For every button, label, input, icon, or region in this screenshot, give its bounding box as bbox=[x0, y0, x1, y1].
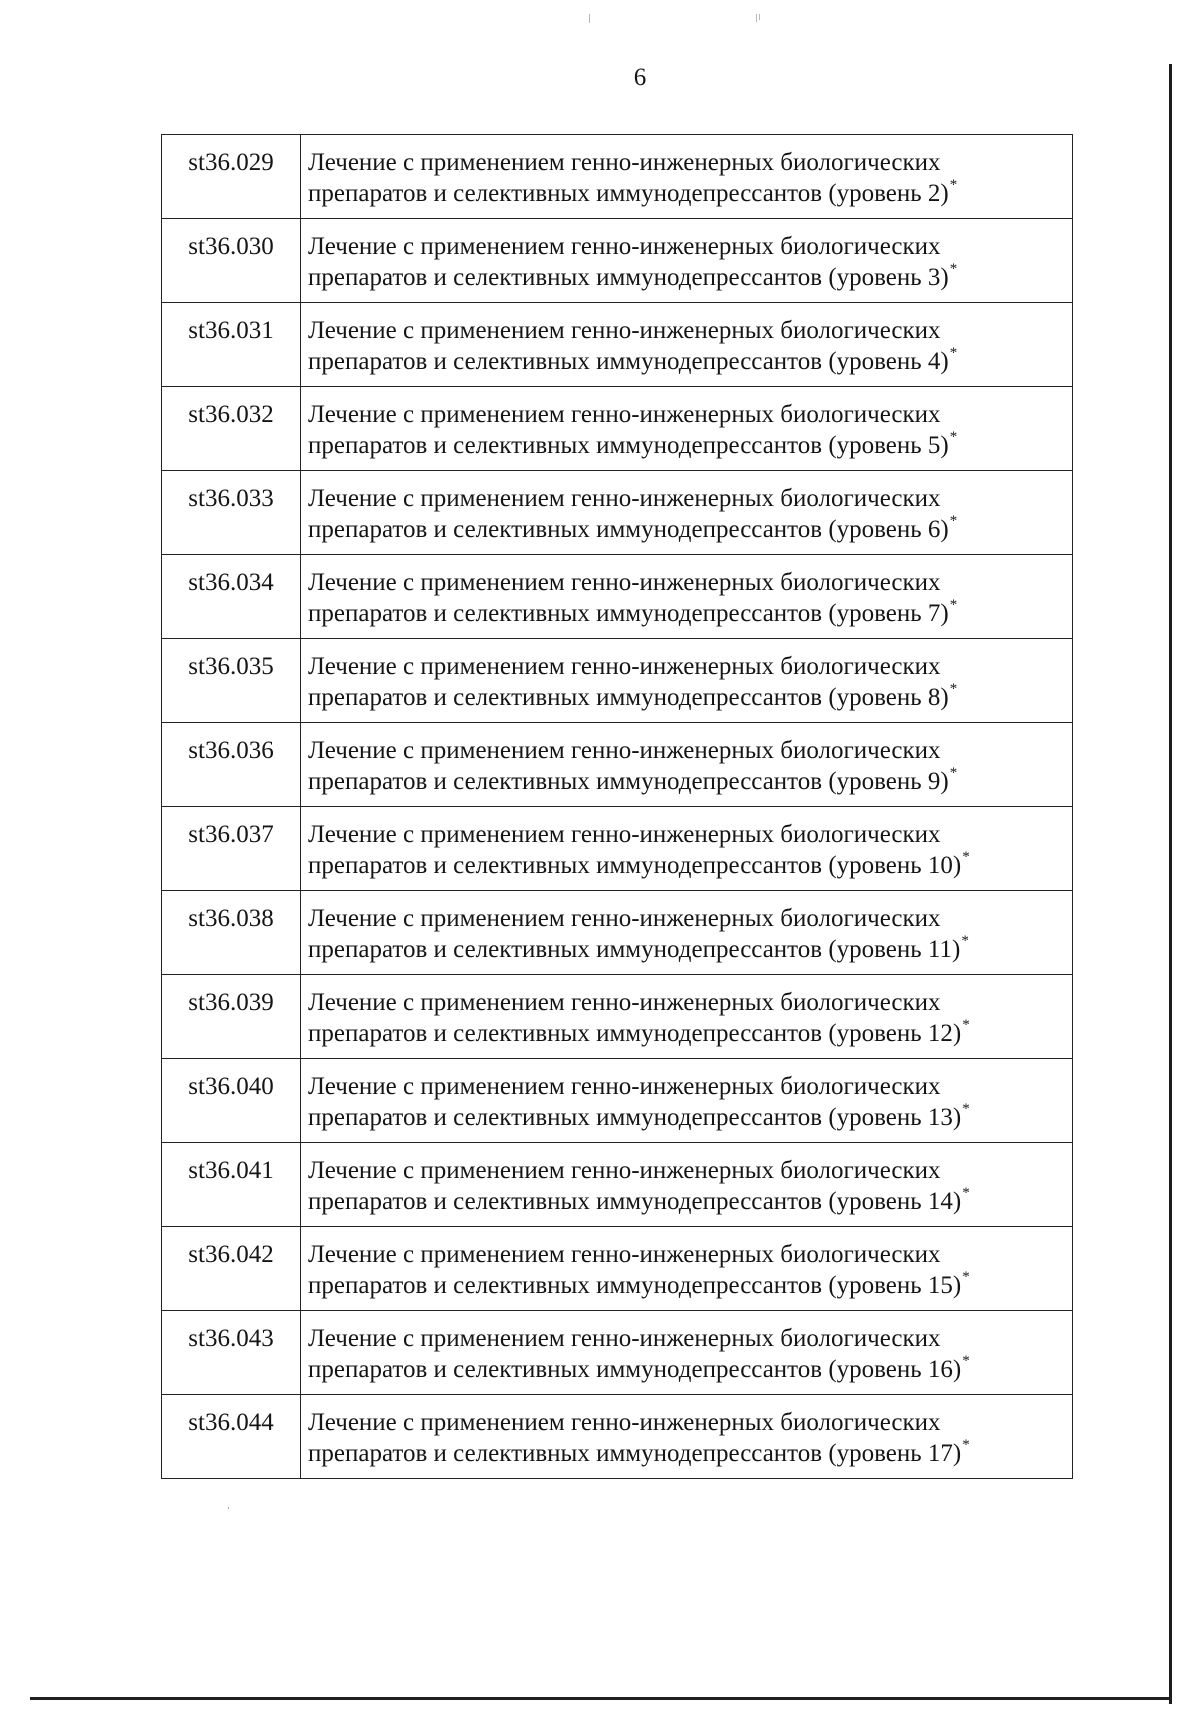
scan-mark bbox=[589, 14, 590, 23]
code-cell: st36.035 bbox=[162, 639, 301, 723]
asterisk-mark: * bbox=[962, 849, 970, 865]
description-line-2-text: препаратов и селективных иммунодепрессантов (уровень 5) bbox=[308, 432, 949, 459]
description-cell bbox=[301, 135, 1073, 219]
description-line-1: Лечение с применением генно-инженерных биологических bbox=[308, 737, 941, 764]
description-line-1: Лечение с применением генно-инженерных биологических bbox=[308, 233, 941, 260]
description-line-1: Лечение с применением генно-инженерных биологических bbox=[308, 905, 941, 932]
description-line-2-text: препаратов и селективных иммунодепрессантов (уровень 11) bbox=[308, 936, 961, 963]
table-row bbox=[162, 471, 1073, 555]
table-row bbox=[162, 387, 1073, 471]
description-line-2 bbox=[308, 682, 1064, 713]
description-line-1: Лечение с применением генно-инженерных биологических bbox=[308, 989, 941, 1016]
description-line-1: Лечение с применением генно-инженерных биологических bbox=[308, 821, 941, 848]
description-line-2 bbox=[308, 262, 1064, 293]
description-line-2 bbox=[308, 934, 1064, 965]
description-line-2-text: препаратов и селективных иммунодепрессантов (уровень 17) bbox=[308, 1440, 962, 1467]
table-row bbox=[162, 1059, 1073, 1143]
code-cell: st36.042 bbox=[162, 1227, 301, 1311]
table-row bbox=[162, 723, 1073, 807]
description-line-2-text: препаратов и селективных иммунодепрессантов (уровень 7) bbox=[308, 600, 949, 627]
code-cell: st36.030 bbox=[162, 219, 301, 303]
code-cell: st36.040 bbox=[162, 1059, 301, 1143]
table-row bbox=[162, 1395, 1073, 1479]
description-line-2 bbox=[308, 178, 1064, 209]
description-line-2-text: препаратов и селективных иммунодепрессантов (уровень 14) bbox=[308, 1188, 962, 1215]
code-cell: st36.034 bbox=[162, 555, 301, 639]
asterisk-mark: * bbox=[949, 765, 958, 781]
description-line-2-text: препаратов и селективных иммунодепрессантов (уровень 15) bbox=[308, 1272, 962, 1299]
page-number: 6 bbox=[633, 64, 647, 91]
description-line-2-text: препаратов и селективных иммунодепрессантов (уровень 12) bbox=[308, 1020, 962, 1047]
description-cell bbox=[301, 891, 1073, 975]
table-row bbox=[162, 1143, 1073, 1227]
asterisk-mark: * bbox=[962, 1101, 970, 1117]
asterisk-mark: * bbox=[962, 1017, 970, 1033]
description-line-1: Лечение с применением генно-инженерных биологических bbox=[308, 1241, 941, 1268]
description-line-2-text: препаратов и селективных иммунодепрессантов (уровень 16) bbox=[308, 1356, 962, 1383]
asterisk-mark: * bbox=[961, 933, 969, 949]
code-cell: st36.038 bbox=[162, 891, 301, 975]
description-line-2 bbox=[308, 766, 1064, 797]
description-line-2-text: препаратов и селективных иммунодепрессантов (уровень 8) bbox=[308, 684, 949, 711]
asterisk-mark: * bbox=[962, 1185, 970, 1201]
scan-bottom-border bbox=[30, 1697, 1172, 1700]
asterisk-mark: * bbox=[962, 1269, 970, 1285]
code-cell: st36.039 bbox=[162, 975, 301, 1059]
description-line-2-text: препаратов и селективных иммунодепрессантов (уровень 6) bbox=[308, 516, 949, 543]
table-row bbox=[162, 135, 1073, 219]
description-line-1: Лечение с применением генно-инженерных биологических bbox=[308, 569, 941, 596]
description-line-2-text: препаратов и селективных иммунодепрессантов (уровень 3) bbox=[308, 264, 949, 291]
description-line-2-text: препаратов и селективных иммунодепрессантов (уровень 10) bbox=[308, 852, 962, 879]
description-line-2-text: препаратов и селективных иммунодепрессантов (уровень 13) bbox=[308, 1104, 962, 1131]
code-cell: st36.037 bbox=[162, 807, 301, 891]
scan-mark bbox=[756, 14, 757, 22]
table-row bbox=[162, 555, 1073, 639]
asterisk-mark: * bbox=[949, 429, 958, 445]
description-cell bbox=[301, 807, 1073, 891]
description-cell bbox=[301, 303, 1073, 387]
table-row bbox=[162, 975, 1073, 1059]
description-line-1: Лечение с применением генно-инженерных биологических bbox=[308, 485, 941, 512]
description-line-1: Лечение с применением генно-инженерных биологических bbox=[308, 653, 941, 680]
table-row bbox=[162, 219, 1073, 303]
description-line-1: Лечение с применением генно-инженерных биологических bbox=[308, 317, 941, 344]
description-line-2 bbox=[308, 1102, 1064, 1133]
asterisk-mark: * bbox=[949, 177, 958, 193]
description-cell bbox=[301, 471, 1073, 555]
code-cell: st36.033 bbox=[162, 471, 301, 555]
description-line-1: Лечение с применением генно-инженерных биологических bbox=[308, 1409, 941, 1436]
description-line-2 bbox=[308, 514, 1064, 545]
description-cell bbox=[301, 219, 1073, 303]
asterisk-mark: * bbox=[949, 345, 958, 361]
code-cell: st36.032 bbox=[162, 387, 301, 471]
scan-mark bbox=[759, 14, 760, 20]
table-row bbox=[162, 891, 1073, 975]
asterisk-mark: * bbox=[949, 597, 958, 613]
description-line-2-text: препаратов и селективных иммунодепрессантов (уровень 2) bbox=[308, 180, 949, 207]
description-line-2 bbox=[308, 1186, 1064, 1217]
description-cell bbox=[301, 975, 1073, 1059]
description-line-1: Лечение с применением генно-инженерных биологических bbox=[308, 1073, 941, 1100]
description-line-2 bbox=[308, 1018, 1064, 1049]
description-line-2 bbox=[308, 850, 1064, 881]
description-line-1: Лечение с применением генно-инженерных биологических bbox=[308, 401, 941, 428]
description-line-2-text: препаратов и селективных иммунодепрессантов (уровень 9) bbox=[308, 768, 949, 795]
description-cell bbox=[301, 639, 1073, 723]
asterisk-mark: * bbox=[949, 681, 958, 697]
asterisk-mark: * bbox=[962, 1353, 970, 1369]
description-line-2-text: препаратов и селективных иммунодепрессантов (уровень 4) bbox=[308, 348, 949, 375]
description-line-1: Лечение с применением генно-инженерных биологических bbox=[308, 149, 941, 176]
code-cell: st36.041 bbox=[162, 1143, 301, 1227]
description-cell bbox=[301, 1143, 1073, 1227]
description-line-2 bbox=[308, 598, 1064, 629]
table-row bbox=[162, 1227, 1073, 1311]
scan-right-border bbox=[1169, 64, 1172, 1704]
description-line-2 bbox=[308, 1438, 1064, 1469]
description-line-2 bbox=[308, 1354, 1064, 1385]
description-line-1: Лечение с применением генно-инженерных биологических bbox=[308, 1157, 941, 1184]
description-line-2 bbox=[308, 430, 1064, 461]
description-cell bbox=[301, 1059, 1073, 1143]
description-cell bbox=[301, 387, 1073, 471]
description-cell bbox=[301, 1227, 1073, 1311]
table-row bbox=[162, 807, 1073, 891]
code-cell: st36.029 bbox=[162, 135, 301, 219]
service-code-table bbox=[161, 134, 1073, 1479]
code-cell: st36.044 bbox=[162, 1395, 301, 1479]
description-cell bbox=[301, 1395, 1073, 1479]
table-row bbox=[162, 639, 1073, 723]
code-cell: st36.036 bbox=[162, 723, 301, 807]
description-line-2 bbox=[308, 1270, 1064, 1301]
asterisk-mark: * bbox=[949, 513, 958, 529]
asterisk-mark: * bbox=[949, 261, 958, 277]
scan-dot bbox=[228, 1507, 229, 1509]
code-cell: st36.031 bbox=[162, 303, 301, 387]
table-row bbox=[162, 1311, 1073, 1395]
description-line-1: Лечение с применением генно-инженерных биологических bbox=[308, 1325, 941, 1352]
description-cell bbox=[301, 723, 1073, 807]
description-cell bbox=[301, 1311, 1073, 1395]
table-row bbox=[162, 303, 1073, 387]
asterisk-mark: * bbox=[962, 1437, 970, 1453]
description-line-2 bbox=[308, 346, 1064, 377]
code-cell: st36.043 bbox=[162, 1311, 301, 1395]
description-cell bbox=[301, 555, 1073, 639]
